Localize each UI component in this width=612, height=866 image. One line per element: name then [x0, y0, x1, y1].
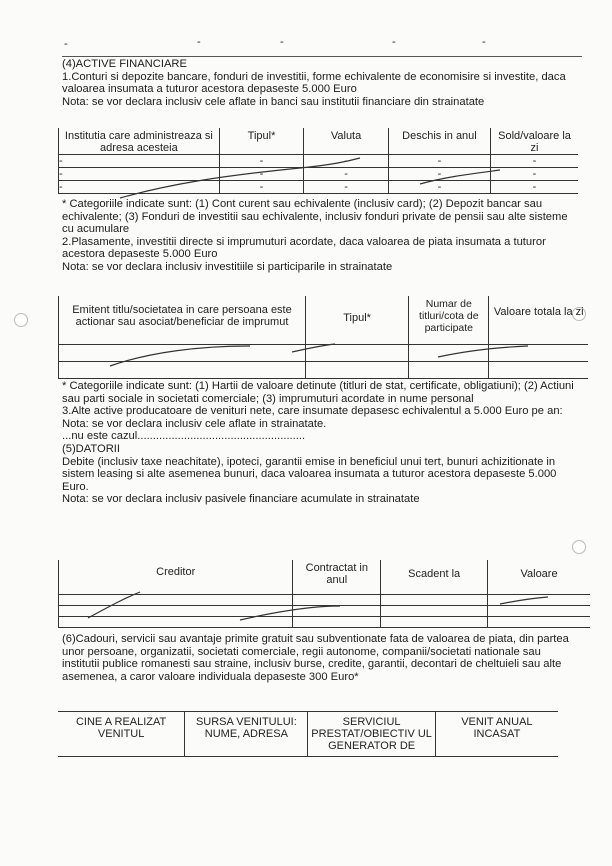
- section4-item1: 1.Conturi si depozite bancare, fonduri de investitii, forme echivalente de economisire si investite, daca valoarea insumata a tuturor acestora depaseste 5.000 Euro: [62, 70, 566, 96]
- table-cell: -: [388, 181, 490, 194]
- header-who-earned: CINE A REALIZAT VENITUL: [58, 712, 185, 757]
- header-currency: Valuta: [304, 128, 389, 155]
- table-cell: -: [59, 168, 220, 181]
- header-issuer: Emitent titlu/societatea in care persoana este actionar sau asociat/beneficiar de imprumut: [59, 296, 306, 345]
- cell-dash: -: [482, 36, 486, 48]
- table-cell: -: [491, 168, 578, 181]
- table-cell: -: [59, 181, 220, 194]
- header-institution: Institutia care administreaza si adresa acesteia: [59, 128, 220, 155]
- section5-heading: (5)DATORII: [62, 442, 121, 455]
- table-cell: -: [304, 168, 389, 181]
- debts-table: [58, 560, 590, 628]
- table-row: [59, 595, 591, 606]
- cell-dash: -: [197, 36, 201, 48]
- header-income-source: SURSA VENITULUI: NUME, ADRESA: [185, 712, 308, 757]
- section4-mid: [62, 198, 574, 274]
- table-cell: -: [304, 181, 389, 194]
- investments-table: [58, 296, 588, 379]
- header-annual-income: VENIT ANUAL INCASAT: [435, 712, 558, 757]
- header-type: Tipul*: [219, 128, 303, 155]
- section4-note2: Nota: se vor declara inclusiv investitiile si participarile in strainatate: [62, 260, 393, 273]
- table-cell: -: [491, 181, 578, 194]
- header-shares: Numar de titluri/cota de participate: [409, 296, 489, 345]
- section6-text: (6)Cadouri, servicii sau avantaje primite gratuit sau subventionate fata de valoarea de piata, din partea unor persoane, organizatii, societati comerciale, regii autonome, companii/societati nationale sau institutii publice romanesti sau straine, inclusiv burse, credite, garantii, decontari de cheltuieli sau alte asemenea, a caror valoare individuala depaseste 300 Euro*: [62, 633, 569, 683]
- cell-dash: -: [64, 38, 68, 50]
- header-opened-year: Deschis in anul: [388, 128, 490, 155]
- section4-item3-answer: ...nu este cazul......................................................: [62, 430, 306, 443]
- header-type: Tipul*: [305, 296, 408, 345]
- table-cell: -: [491, 155, 578, 168]
- table-row: [59, 606, 591, 617]
- cell-dash: -: [392, 36, 396, 48]
- table-row: [59, 617, 591, 628]
- header-creditor: Creditor: [59, 560, 293, 595]
- header-balance: Sold/valoare la zi: [491, 128, 578, 155]
- section4-item2: 2.Plasamente, investitii directe si imprumuturi acordate, daca valoarea de piata insumata a tuturor acestora depaseste 5.000 Euro: [62, 235, 546, 261]
- cell-dash: -: [280, 36, 284, 48]
- table-row: [59, 362, 589, 379]
- header-contracted-year: Contractat in anul: [293, 560, 381, 595]
- table-cell: -: [219, 155, 303, 168]
- header-service-provided: SERVICIUL PRESTAT/OBIECTIV UL GENERATOR DE: [308, 712, 435, 757]
- table-row: [59, 345, 589, 362]
- categories1-text: * Categoriile indicate sunt: (1) Cont curent sau echivalente (inclusiv card); (2) Depozit bancar sau echivalente; (3) Fonduri de investitii sau echivalente, inclusiv fonduri private de pensii sau alte sisteme cu acumulare: [62, 198, 568, 236]
- table-cell: -: [388, 168, 490, 181]
- table-cell: -: [219, 168, 303, 181]
- table-cell: -: [219, 181, 303, 194]
- section5-text: Debite (inclusiv taxe neachitate), ipoteci, garantii emise in beneficiul unui tert, bunuri achizitionate in sistem leasing si alte asemenea bunuri, daca valoarea insumata a tuturor acestora depaseste 5.000 Euro.: [62, 455, 557, 493]
- section4-lower: [62, 380, 574, 506]
- section5-note: Nota: se vor declara inclusiv pasivele financiare acumulate in strainatate: [62, 493, 420, 506]
- table-cell: -: [388, 155, 490, 168]
- header-due: Scadent la: [381, 560, 488, 595]
- section4-note1: Nota: se vor declara inclusiv cele aflate in banci sau institutii financiare din strainatate: [62, 95, 485, 108]
- section4-item3: 3.Alte active producatoare de venituri nete, care insumate depasesc echivalentul a 5.000 Euro pe an:: [62, 405, 563, 418]
- gifts-table: [58, 711, 558, 757]
- section6: [62, 633, 574, 683]
- table-cell: -: [304, 155, 389, 168]
- table-cell: -: [59, 155, 220, 168]
- section4-heading: (4)ACTIVE FINANCIARE: [62, 58, 187, 70]
- section4-note3: Nota: se vor declara inclusiv cele aflate in strainatate.: [62, 417, 327, 430]
- header-total-value: Valoare totala la zi: [489, 296, 588, 345]
- categories2-text: * Categoriile indicate sunt: (1) Hartii de valoare detinute (titluri de stat, certificate, obligatiuni); (2) Actiuni sau parti sociale in societati comerciale; (3) imprumuturi acordate in nume personal: [62, 380, 574, 405]
- header-value: Valoare: [488, 560, 590, 595]
